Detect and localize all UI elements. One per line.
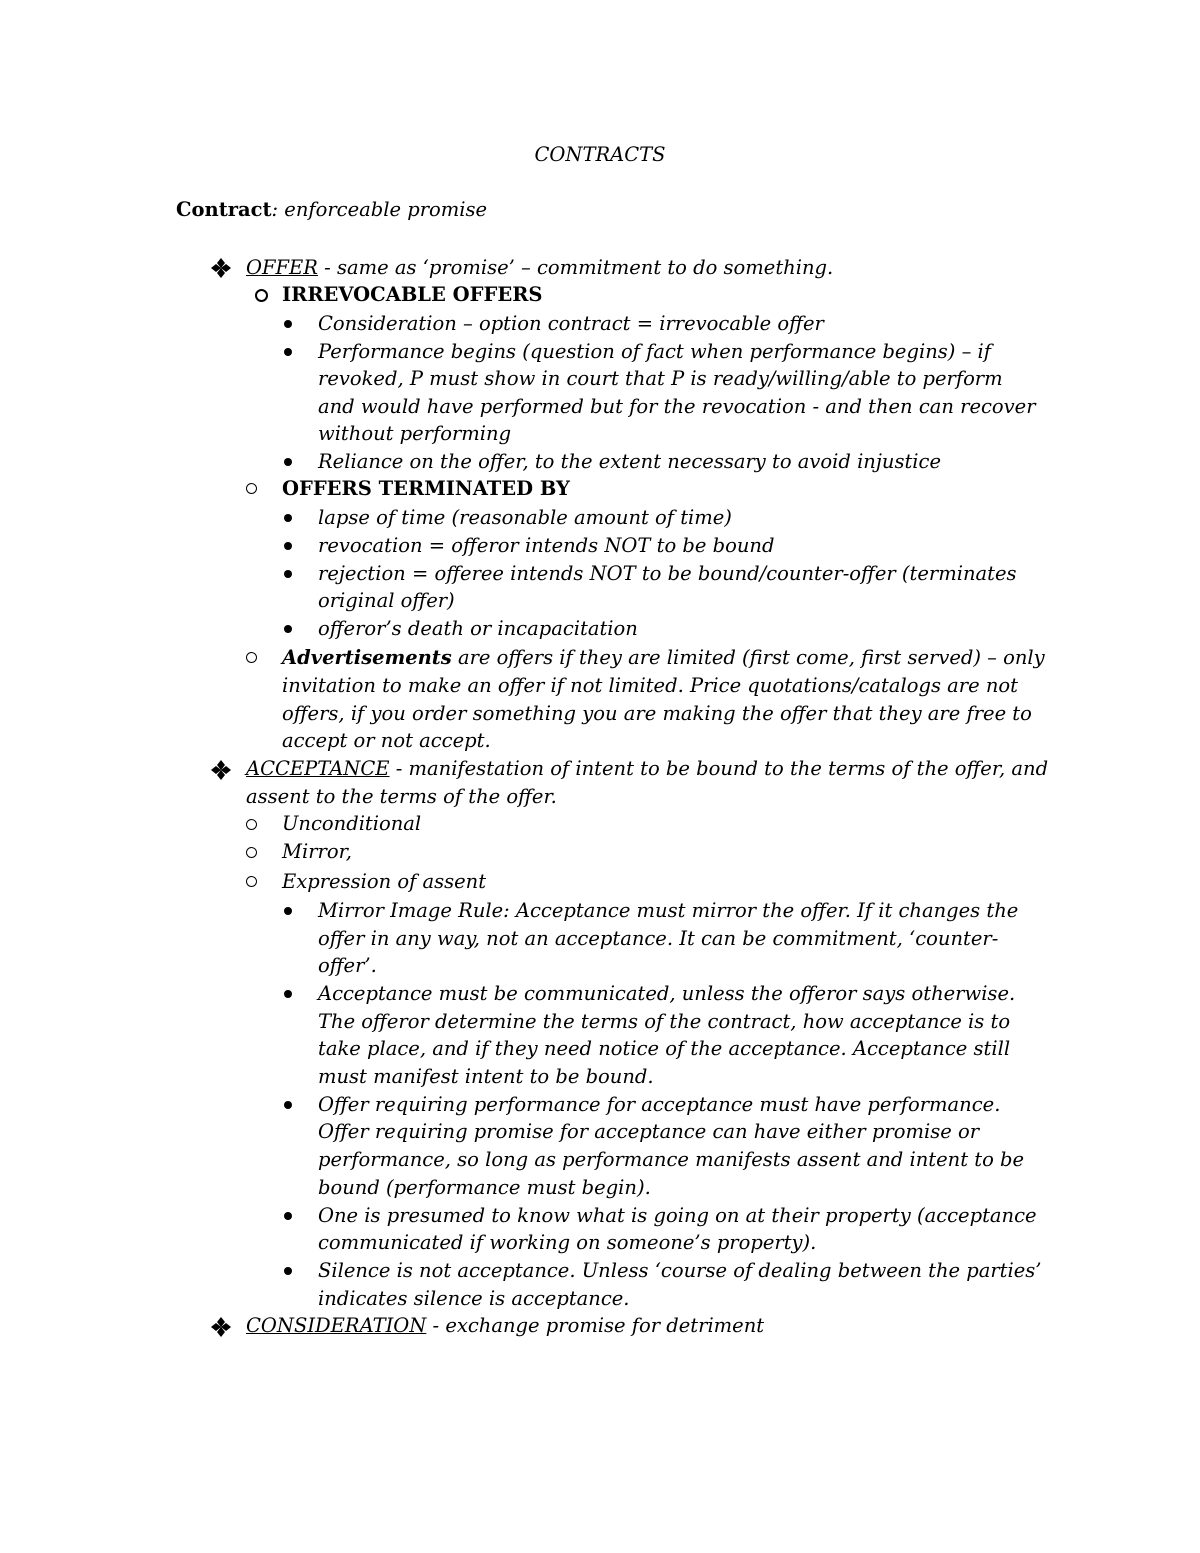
- offer-line: [246, 254, 833, 282]
- acceptance-item-3-line-1: Offer requiring performance for acceptance must have performance.: [318, 1093, 1001, 1116]
- irrevocable-item-2-line-1: Performance begins (question of fact when performance begins) – if: [318, 340, 991, 363]
- dot-bullet-icon: [284, 570, 292, 578]
- consideration-line: [246, 1312, 764, 1340]
- circle-bullet-icon: [255, 289, 268, 302]
- acceptance-item-3-line-4: bound (performance must begin).: [318, 1176, 651, 1199]
- dot-bullet-icon: [284, 1212, 292, 1220]
- circle-bullet-icon: [246, 483, 257, 494]
- dot-bullet-icon: [284, 542, 292, 550]
- circle-bullet-icon: [246, 876, 257, 887]
- acceptance-heading: ACCEPTANCE: [246, 757, 390, 780]
- terminated-item-1: lapse of time (reasonable amount of time): [318, 506, 732, 529]
- advertisements-line-2: invitation to make an offer if not limited. Price quotations/catalogs are not: [282, 674, 1018, 697]
- circle-bullet-icon: [246, 652, 257, 663]
- definition-text: enforceable promise: [278, 198, 488, 221]
- consideration-heading: CONSIDERATION: [246, 1314, 427, 1337]
- definition-term: Contract: [176, 198, 272, 221]
- acceptance-item-2-line-1: Acceptance must be communicated, unless the offeror says otherwise.: [318, 982, 1016, 1005]
- offer-heading: OFFER: [246, 256, 318, 279]
- irrevocable-item-2-line-3: and would have performed but for the revocation - and then can recover: [318, 395, 1036, 418]
- acceptance-item-2-line-2: The offeror determine the terms of the contract, how acceptance is to: [318, 1010, 1011, 1033]
- acceptance-item-1-line-2: offer in any way, not an acceptance. It can be commitment, ‘counter-: [318, 927, 999, 950]
- contract-definition: [176, 198, 487, 221]
- offer-rest: - same as ‘promise’ – commitment to do something.: [317, 256, 834, 279]
- definition-colon: :: [271, 198, 279, 221]
- advertisements-line-1: [282, 644, 1045, 672]
- acceptance-line-2: assent to the terms of the offer.: [246, 785, 557, 808]
- acceptance-sub-3: Expression of assent: [282, 870, 487, 893]
- dot-bullet-icon: [284, 1267, 292, 1275]
- acceptance-item-4-line-2: communicated if working on someone’s property).: [318, 1231, 817, 1254]
- page-title: CONTRACTS: [534, 143, 666, 166]
- acceptance-sub-1: Unconditional: [282, 812, 422, 835]
- advertisements-text-1: are offers if they are limited (first come, first served) – only: [451, 646, 1045, 669]
- acceptance-text-1: - manifestation of intent to be bound to the terms of the offer, and: [389, 757, 1049, 780]
- dot-bullet-icon: [284, 348, 292, 356]
- acceptance-item-5-line-2: indicates silence is acceptance.: [318, 1287, 630, 1310]
- terminated-item-3-line-1: rejection = offeree intends NOT to be bound/counter-offer (terminates: [318, 562, 1017, 585]
- diamond-bullet-icon: [210, 257, 232, 279]
- circle-bullet-icon: [246, 819, 257, 830]
- acceptance-item-1-line-1: Mirror Image Rule: Acceptance must mirror the offer. If it changes the: [318, 899, 1019, 922]
- irrevocable-item-2-line-2: revoked, P must show in court that P is ready/willing/able to perform: [318, 367, 1003, 390]
- acceptance-sub-2: Mirror,: [282, 840, 352, 863]
- terminated-item-2: revocation = offeror intends NOT to be bound: [318, 534, 775, 557]
- consideration-rest: - exchange promise for detriment: [426, 1314, 765, 1337]
- irrevocable-item-2-line-4: without performing: [318, 422, 512, 445]
- advertisements-line-4: accept or not accept.: [282, 729, 491, 752]
- irrevocable-heading: IRREVOCABLE OFFERS: [282, 283, 543, 306]
- acceptance-line-1: [246, 755, 1048, 783]
- dot-bullet-icon: [284, 1101, 292, 1109]
- dot-bullet-icon: [284, 320, 292, 328]
- circle-bullet-icon: [246, 847, 257, 858]
- terminated-item-4: offeror’s death or incapacitation: [318, 617, 638, 640]
- acceptance-item-5-line-1: Silence is not acceptance. Unless ‘course of dealing between the parties’: [318, 1259, 1042, 1282]
- acceptance-item-3-line-3: performance, so long as performance manifests assent and intent to be: [318, 1148, 1025, 1171]
- dot-bullet-icon: [284, 625, 292, 633]
- dot-bullet-icon: [284, 458, 292, 466]
- acceptance-item-2-line-3: take place, and if they need notice of the acceptance. Acceptance still: [318, 1037, 1011, 1060]
- irrevocable-item-3: Reliance on the offer, to the extent necessary to avoid injustice: [318, 450, 942, 473]
- acceptance-item-2-line-4: must manifest intent to be bound.: [318, 1065, 654, 1088]
- dot-bullet-icon: [284, 514, 292, 522]
- acceptance-item-1-line-3: offer’.: [318, 954, 377, 977]
- terminated-heading: OFFERS TERMINATED BY: [282, 477, 570, 500]
- advertisements-heading: Advertisements: [282, 646, 452, 669]
- advertisements-line-3: offers, if you order something you are making the offer that they are free to: [282, 702, 1032, 725]
- irrevocable-item-1: Consideration – option contract = irrevocable offer: [318, 312, 824, 335]
- acceptance-item-3-line-2: Offer requiring promise for acceptance can have either promise or: [318, 1120, 980, 1143]
- acceptance-item-4-line-1: One is presumed to know what is going on at their property (acceptance: [318, 1204, 1037, 1227]
- terminated-item-3-line-2: original offer): [318, 589, 455, 612]
- dot-bullet-icon: [284, 990, 292, 998]
- dot-bullet-icon: [284, 907, 292, 915]
- diamond-bullet-icon: [210, 759, 232, 781]
- diamond-bullet-icon: [210, 1316, 232, 1338]
